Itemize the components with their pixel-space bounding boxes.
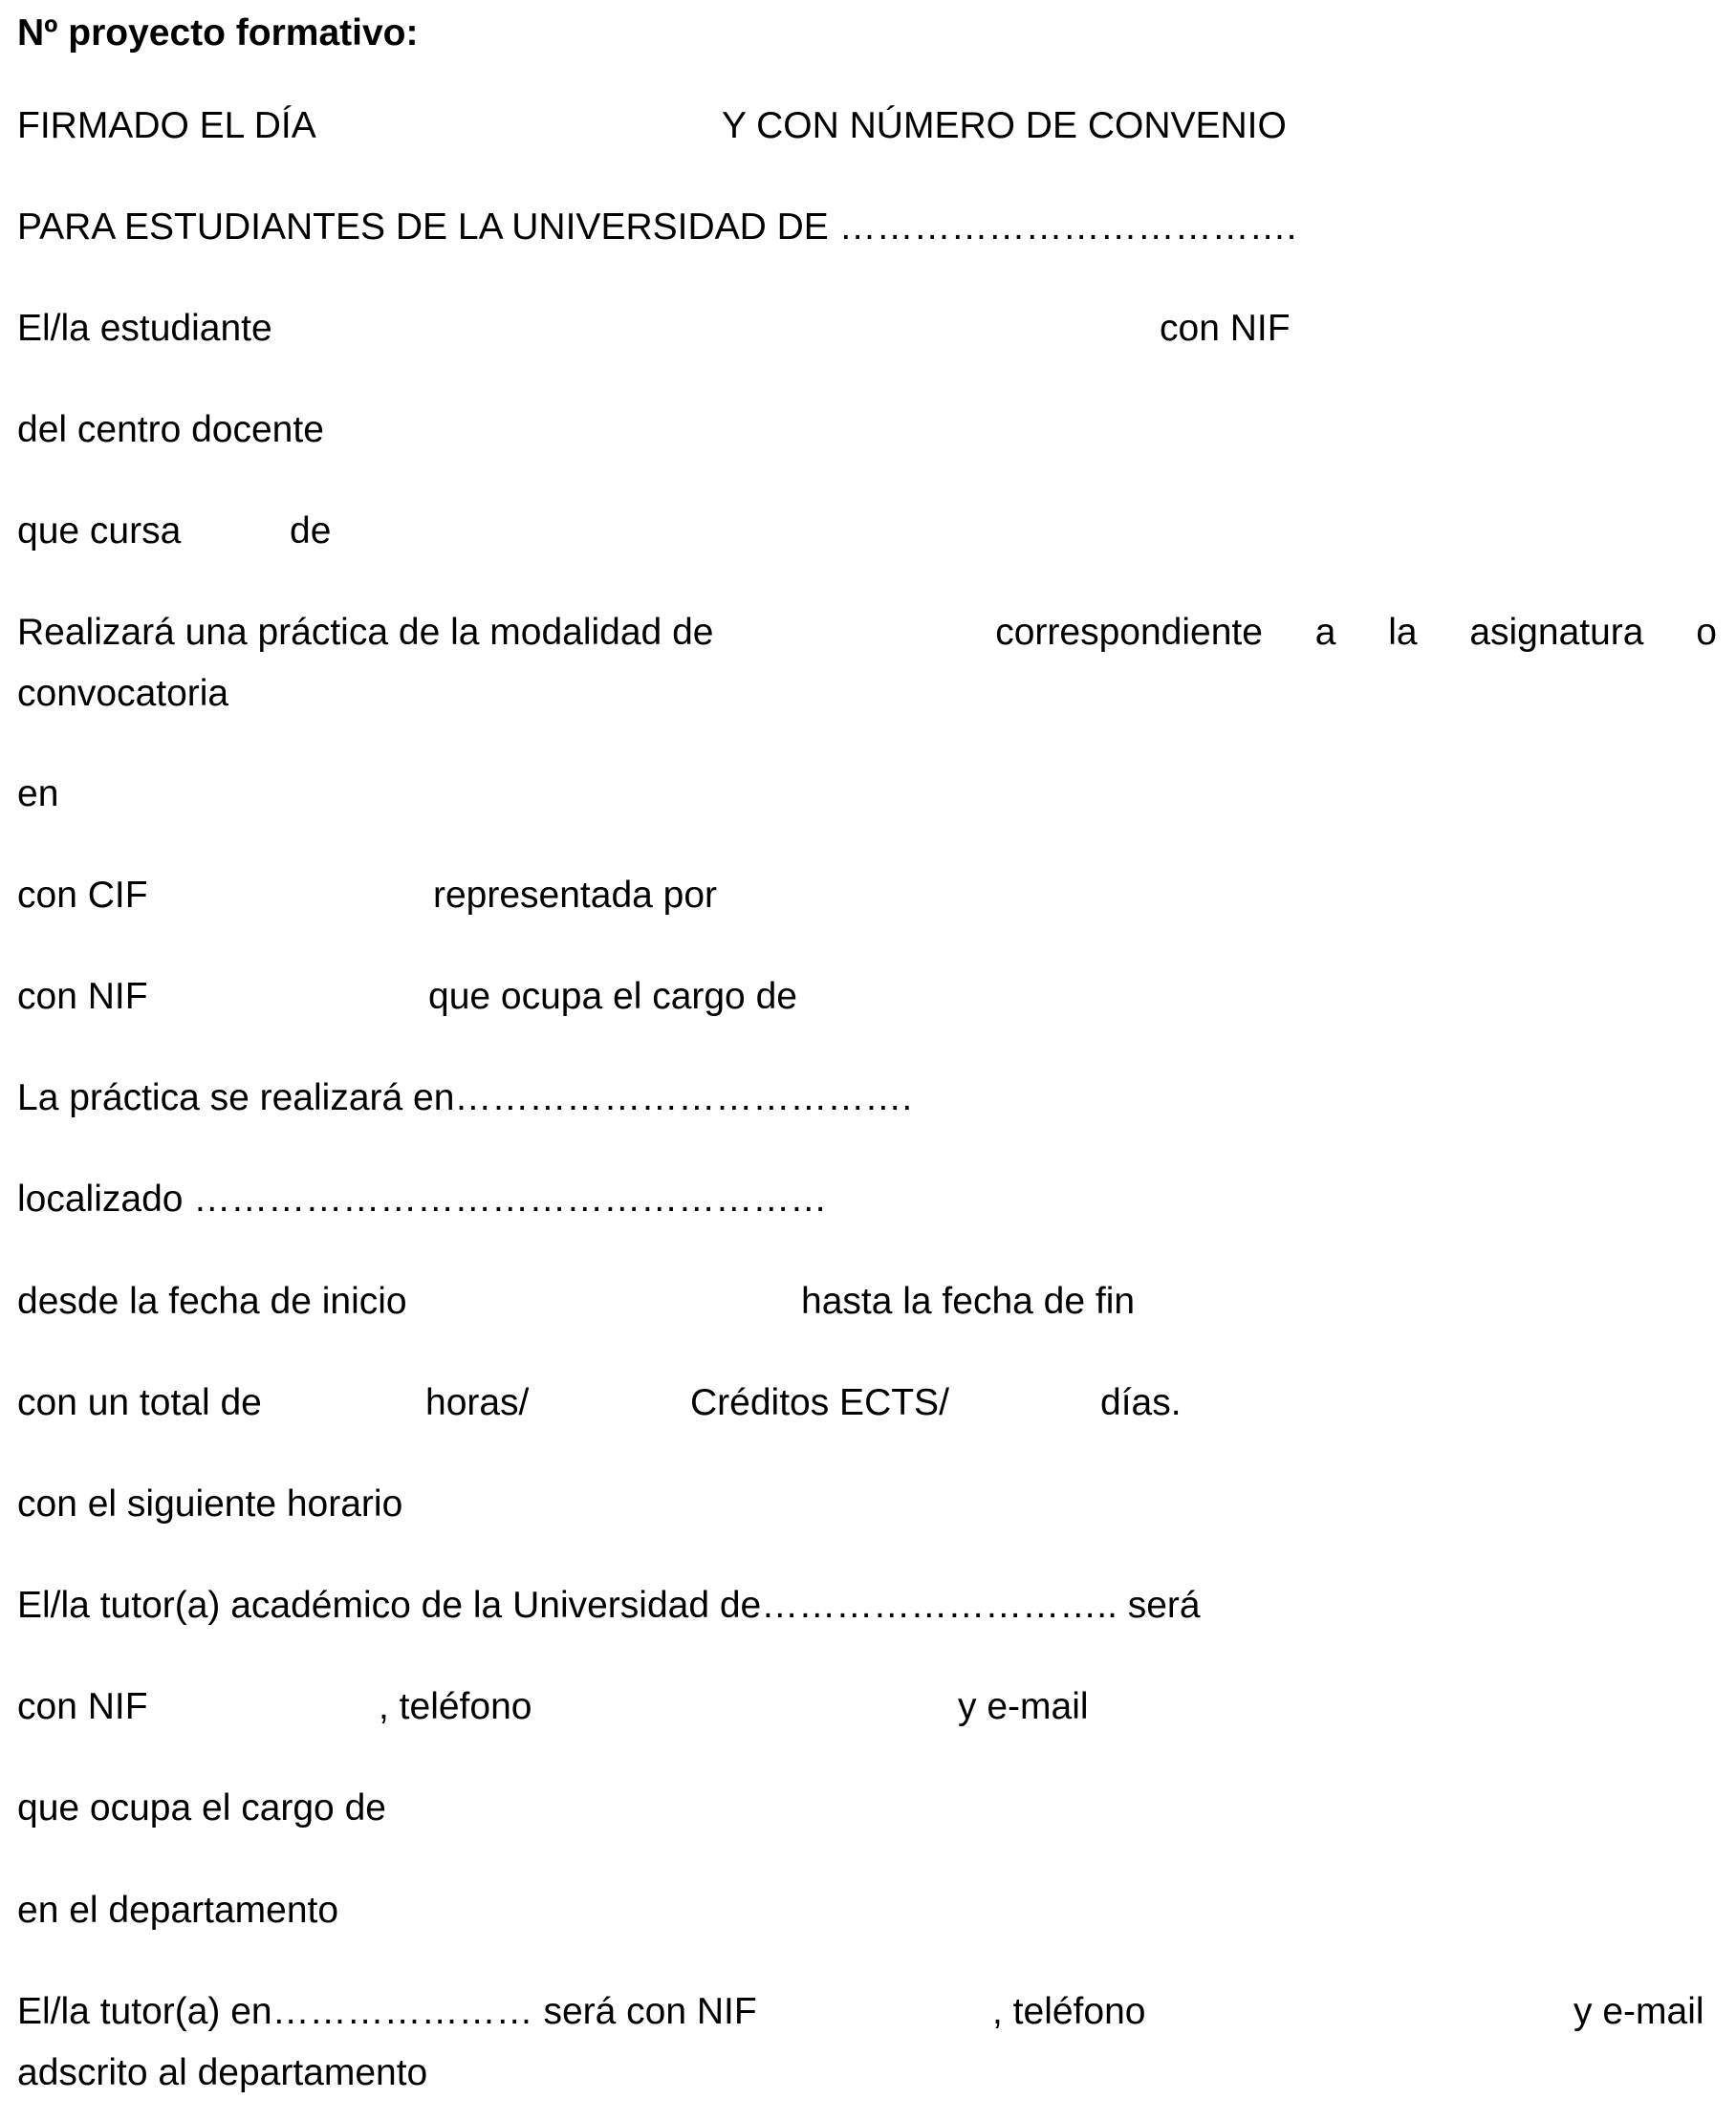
student-label: El/la estudiante [17,308,272,349]
academic-tutor-phone-label: , teléfono [379,1686,532,1727]
total-label: con un total de [17,1382,262,1423]
project-number-label: Nº proyecto formativo: [17,12,419,54]
modality-word-a: a [1314,612,1336,653]
university-label: PARA ESTUDIANTES DE LA UNIVERSIDAD DE ………………………………. [17,206,1297,248]
ects-credits-label: Créditos ECTS/ [690,1382,949,1423]
agreement-number-label: Y CON NÚMERO DE CONVENIO [722,105,1287,146]
representative-nif-label: con NIF [17,976,148,1017]
signed-date-label: FIRMADO EL DÍA [17,105,316,146]
represented-by-label: representada por [433,875,718,916]
end-date-label: hasta la fecha de fin [801,1281,1136,1322]
cif-label: con CIF [17,875,148,916]
entity-tutor-phone-label: , teléfono [992,1991,1146,2032]
modality-continuation-row [17,663,1717,725]
representative-position-label: que ocupa el cargo de [428,976,797,1017]
call-label: convocatoria [17,673,229,714]
academic-tutor-label: El/la tutor(a) académico de la Universidad de……………………….. será [17,1585,1201,1626]
modality-paragraph [17,602,1717,725]
location-label: localizado …………………………………………… [17,1179,828,1220]
course-label: que cursa [17,510,182,552]
practice-place-label: La práctica se realizará en………………………………. [17,1077,913,1118]
entity-tutor-label: El/la tutor(a) en………………… será con NIF [17,1991,757,2032]
days-label: días. [1100,1382,1182,1423]
modality-word-o: o [1696,612,1717,653]
modality-word-la: la [1388,612,1418,653]
modality-word-correspondiente: correspondiente [995,612,1263,653]
modality-label: Realizará una práctica de la modalidad de [17,612,714,653]
school-label: del centro docente [17,409,324,450]
student-nif-label: con NIF [1160,308,1291,349]
modality-word-asignatura: asignatura [1469,612,1644,653]
academic-tutor-email-label: y e-mail [958,1686,1089,1727]
department-label: en el departamento [17,1890,339,1931]
academic-tutor-nif-label: con NIF [17,1686,148,1727]
entity-tutor-email-label: y e-mail [1573,1991,1704,2032]
academic-tutor-position-label: que ocupa el cargo de [17,1787,386,1829]
entity-label: en [17,773,59,814]
schedule-label: con el siguiente horario [17,1483,403,1525]
hours-label: horas/ [425,1382,530,1423]
entity-tutor-department-label: adscrito al departamento [17,2052,428,2093]
modality-row [17,602,1717,663]
course-of-label: de [290,510,332,552]
start-date-label: desde la fecha de inicio [17,1281,407,1322]
